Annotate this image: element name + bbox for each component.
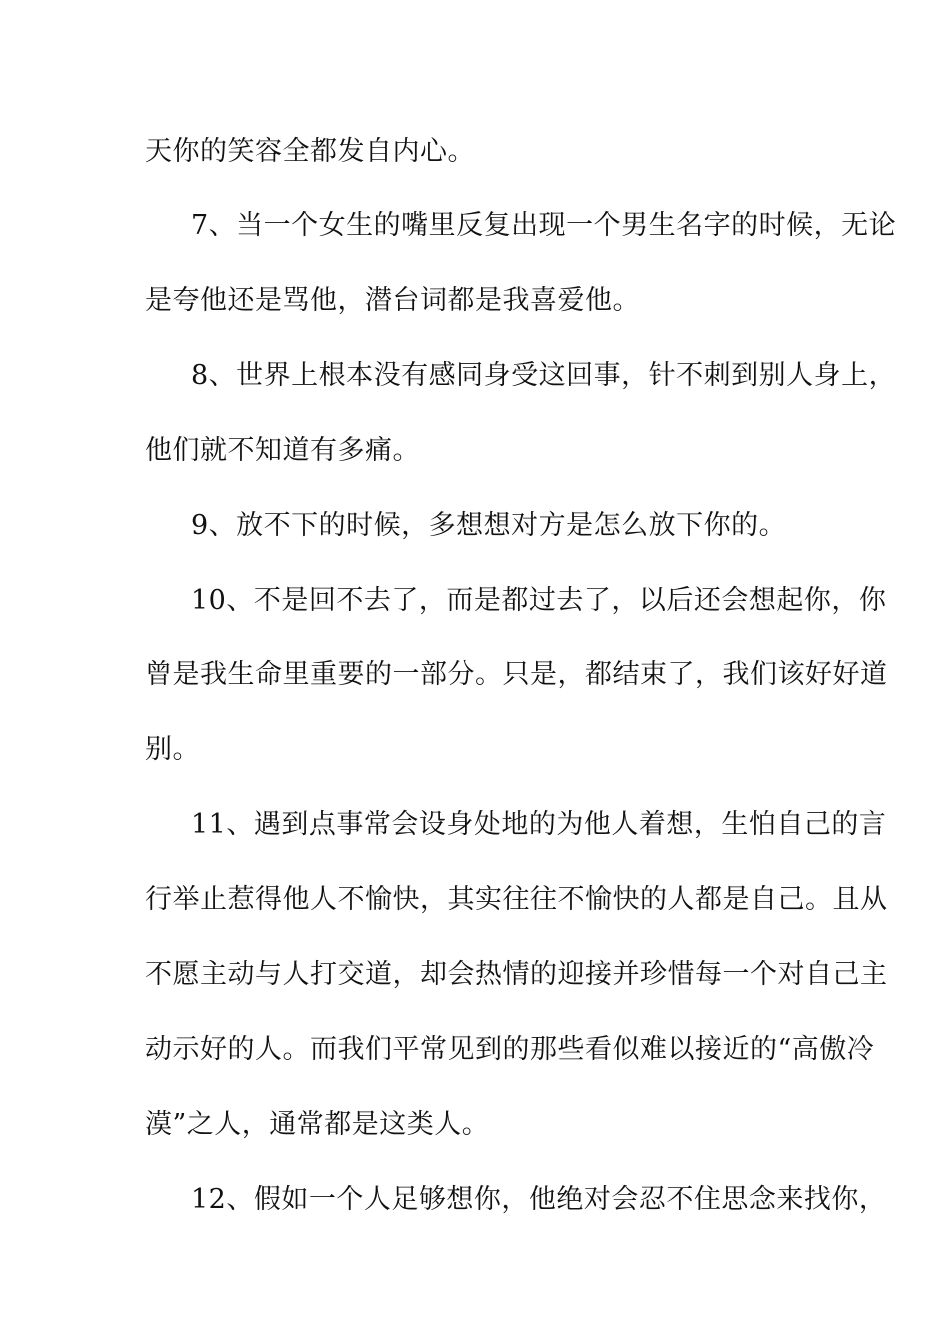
paragraph-12-line-1: 12、假如一个人足够想你，他绝对会忍不住思念来找你，: [191, 1184, 887, 1215]
paragraph-7-line-1: 7、当一个女生的嘴里反复出现一个男生名字的时候，无论: [191, 210, 897, 241]
text-line: 别。: [145, 734, 200, 765]
paragraph-9-line-1: 9、放不下的时候，多想想对方是怎么放下你的。: [191, 510, 787, 541]
paragraph-10-line-1: 10、不是回不去了，而是都过去了，以后还会想起你，你: [191, 585, 887, 616]
text-line: 行举止惹得他人不愉快，其实往往不愉快的人都是自己。且从: [145, 884, 888, 915]
paragraph-8-line-1: 8、世界上根本没有感同身受这回事，针不刺到别人身上，: [191, 360, 897, 391]
text-line: 不愿主动与人打交道，却会热情的迎接并珍惜每一个对自己主: [145, 959, 888, 990]
text-line: 是夸他还是骂他，潜台词都是我喜爱他。: [145, 285, 640, 316]
text-line: 天你的笑容全都发自内心。: [145, 136, 475, 167]
text-line: 动示好的人。而我们平常见到的那些看似难以接近的“高傲冷: [145, 1034, 875, 1065]
paragraph-11-line-1: 11、遇到点事常会设身处地的为他人着想，生怕自己的言: [191, 809, 887, 840]
text-line: 他们就不知道有多痛。: [145, 435, 420, 466]
text-line: 漠”之人，通常都是这类人。: [145, 1109, 490, 1140]
text-line: 曾是我生命里重要的一部分。只是，都结束了，我们该好好道: [145, 659, 888, 690]
